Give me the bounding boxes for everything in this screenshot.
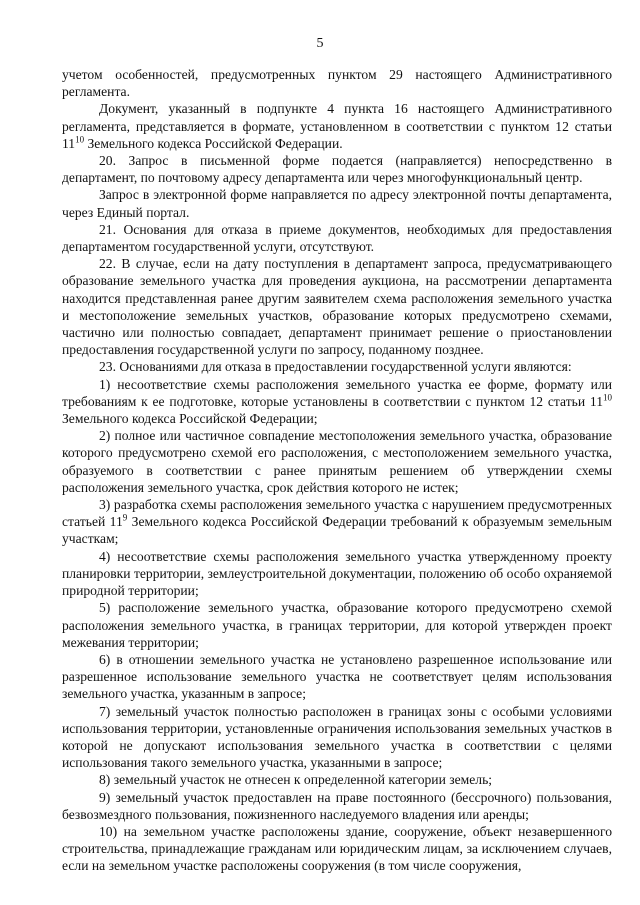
list-item-4: 4) несоответствие схемы расположения земельного участка утвержденному проекту планировки территории, землеустроительной документации, положению об особо охраняемой природной территории; — [62, 548, 612, 599]
page-number: 5 — [316, 36, 324, 51]
list-item-8: 8) земельный участок не отнесен к определенной категории земель; — [99, 772, 493, 788]
paragraph-text: Земельного кодекса Российской Федерации; — [62, 411, 318, 427]
paragraph-continuation: учетом особенностей, предусмотренных пунктом 29 настоящего Административного регламента. — [62, 67, 612, 100]
paragraph-item-21: 21. Основания для отказа в приеме документов, необходимых для предоставления департаментом государственной услуги, отсутствуют. — [62, 221, 612, 255]
paragraph-text: 1) несоответствие схемы расположения земельного участка ее форме, формату или требованиям к ее подготовке, которые установлены в соответствии с пунктом 12 статьи 11 — [62, 376, 612, 409]
superscript: 10 — [75, 134, 85, 145]
list-item-10: 10) на земельном участке расположены здание, сооружение, объект незавершенного строительства, принадлежащие гражданам или юридическим лицам, за исключением случаев, если на земельном участке расположены сооружения (в том числе сооружения, — [62, 823, 612, 874]
list-item-7: 7) земельный участок полностью расположен в границах зоны с особыми условиями использования территории, установленные ограничения использования земельных участков в которой не допускают использования земельного участка в соответствии с целями использования такого земельного участка, указанными в запросе; — [62, 703, 612, 771]
superscript: 9 — [122, 512, 128, 523]
paragraph-item-20: 20. Запрос в письменной форме подается (направляется) непосредственно в департамент, по почтовому адресу департамента или через многофункциональный центр. — [62, 153, 612, 186]
paragraph-text: Земельного кодекса Российской Федерации. — [84, 135, 343, 151]
superscript: 10 — [603, 392, 612, 403]
list-item-6: 6) в отношении земельного участка не установлено разрешенное использование или разрешенное использование земельного участка не соответствует целям использования земельного участка, указанным в запросе; — [62, 651, 612, 702]
list-item-5: 5) расположение земельного участка, образование которого предусмотрено схемой расположения земельного участка, в границах территории, для которой утвержден проект межевания территории; — [62, 600, 612, 650]
list-item-1 — [62, 376, 612, 428]
paragraph-electronic-request: Запрос в электронной форме направляется по адресу электронной почты департамента, через Единый портал. — [62, 187, 612, 220]
list-item-9: 9) земельный участок предоставлен на праве постоянного (бессрочного) пользования, безвозмездного пользования, пожизненного наследуемого владения или аренды; — [62, 789, 612, 822]
paragraph-document-format — [62, 100, 612, 152]
paragraph-item-22: 22. В случае, если на дату поступления в департамент запроса, предусматривающего образование земельного участка для проведения аукциона, на рассмотрении департамента находится представленная ранее другим заявителем схема расположения земельного участка и местоположение земельных участков, образование которых предусмотрено схемами, частично или полностью совпадает, департамент принимает решение о приостановлении предоставления государственной услуги по запросу, поданному позднее. — [62, 256, 612, 358]
paragraph-text: 3) разработка схемы расположения земельного участка с нарушением предусмотренных статьей 11 — [62, 497, 612, 530]
document-body — [62, 66, 612, 875]
paragraph-text: Документ, указанный в подпункте 4 пункта 16 настоящего Административного регламента, представляется в формате, установленном в соответствии с пунктом 12 статьи 11 — [62, 101, 612, 151]
paragraph-item-23: 23. Основаниями для отказа в предоставлении государственной услуги являются: — [99, 359, 572, 375]
paragraph-text: Земельного кодекса Российской Федерации требований к образуемым земельным участкам; — [62, 514, 612, 547]
list-item-2: 2) полное или частичное совпадение местоположения земельного участка, образование которого предусмотрено схемой его расположения, с местоположением земельного участка, образуемого в соответствии с ранее принятым решением об утверждении схемы расположения земельного участка, срок действия которого не истек; — [62, 428, 612, 495]
list-item-3 — [62, 496, 612, 548]
